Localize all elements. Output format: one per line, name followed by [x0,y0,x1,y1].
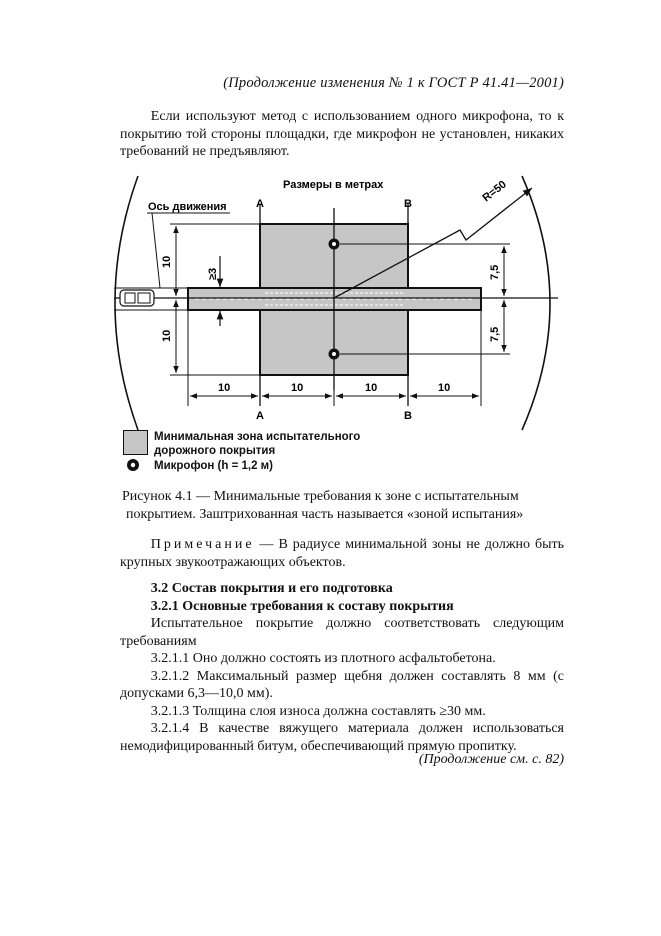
note-label: Примечание [150,537,255,552]
legend-mic-label: Микрофон (h = 1,2 м) [154,460,274,472]
figure-caption [122,488,554,524]
dim-right-upper: 7,5 [489,264,501,280]
legend-zone-swatch [123,430,148,455]
dim-left-upper: 10 [161,255,173,268]
item-3-2-1-2: 3.2.1.2 Максимальный размер щебня должен составлять 8 мм (с допусками 6,3—10,0 мм). [120,668,564,701]
dim-bottom-4: 10 [438,382,451,394]
dim-left-lower: 10 [161,329,173,342]
car-icon [120,290,154,306]
section-b-bottom: B [404,410,412,422]
legend-zone-label [154,430,360,458]
caption-line2: покрытием. Заштрихованная часть называется «зоной испытания» [126,507,524,522]
figure-title: Размеры в метрах [283,179,384,191]
section-a-top: A [256,198,264,210]
note-text: — В радиусе минимальной зоны не должно быть крупных звукоотражающих объектов. [120,537,564,570]
radius-label: R=50 [480,178,509,205]
item-3-2-1-4: 3.2.1.4 В качестве вяжущего материала должен использоваться немодифицированный битум, обеспечивающий прямую пропитку. [120,721,564,754]
legend-zone-line1: Минимальная зона испытательного [154,431,361,443]
legend-zone-line2: дорожного покрытия [154,445,276,457]
dim-lane-width: ≥3 [207,267,219,280]
intro-paragraph [120,108,564,161]
item-3-2-1-3: 3.2.1.3 Толщина слоя износа должна составлять ≥30 мм. [150,703,486,719]
dim-bottom-1: 10 [218,382,231,394]
item-3-2-1-1: 3.2.1.1 Оно должно состоять из плотного асфальтобетона. [150,651,496,666]
dim-bottom-2: 10 [291,382,304,394]
boundary-arc-right [522,176,550,430]
intro-text: Если используют метод с использованием одного микрофона, то к покрытию той стороны площадки, где микрофон не установлен, никаких требований не предъявляют. [120,109,564,159]
section-3-2-heading: 3.2 Состав покрытия и его подготовка [150,581,393,596]
dim-bottom-3: 10 [365,382,378,394]
section-3-2-1-heading: 3.2.1 Основные требования к составу покрытия [150,598,454,614]
microphone-legend-icon [126,458,140,472]
page-footer: (Продолжение см. с. 82) [418,752,564,767]
requirements-text: Испытательное покрытие должно соответствовать следующим требованиям [120,616,564,649]
section-3-2 [120,580,564,755]
note-paragraph [120,536,564,571]
axis-of-motion-label: Ось движения [148,201,227,213]
dim-right-lower: 7,5 [489,326,501,342]
section-a-bottom: A [256,410,264,422]
caption-line1: Рисунок 4.1 — Минимальные требования к зоне с испытательным [122,489,519,504]
page-header: (Продолжение изменения № 1 к ГОСТ Р 41.41—2001) [223,75,564,91]
section-b-top: B [404,198,412,210]
